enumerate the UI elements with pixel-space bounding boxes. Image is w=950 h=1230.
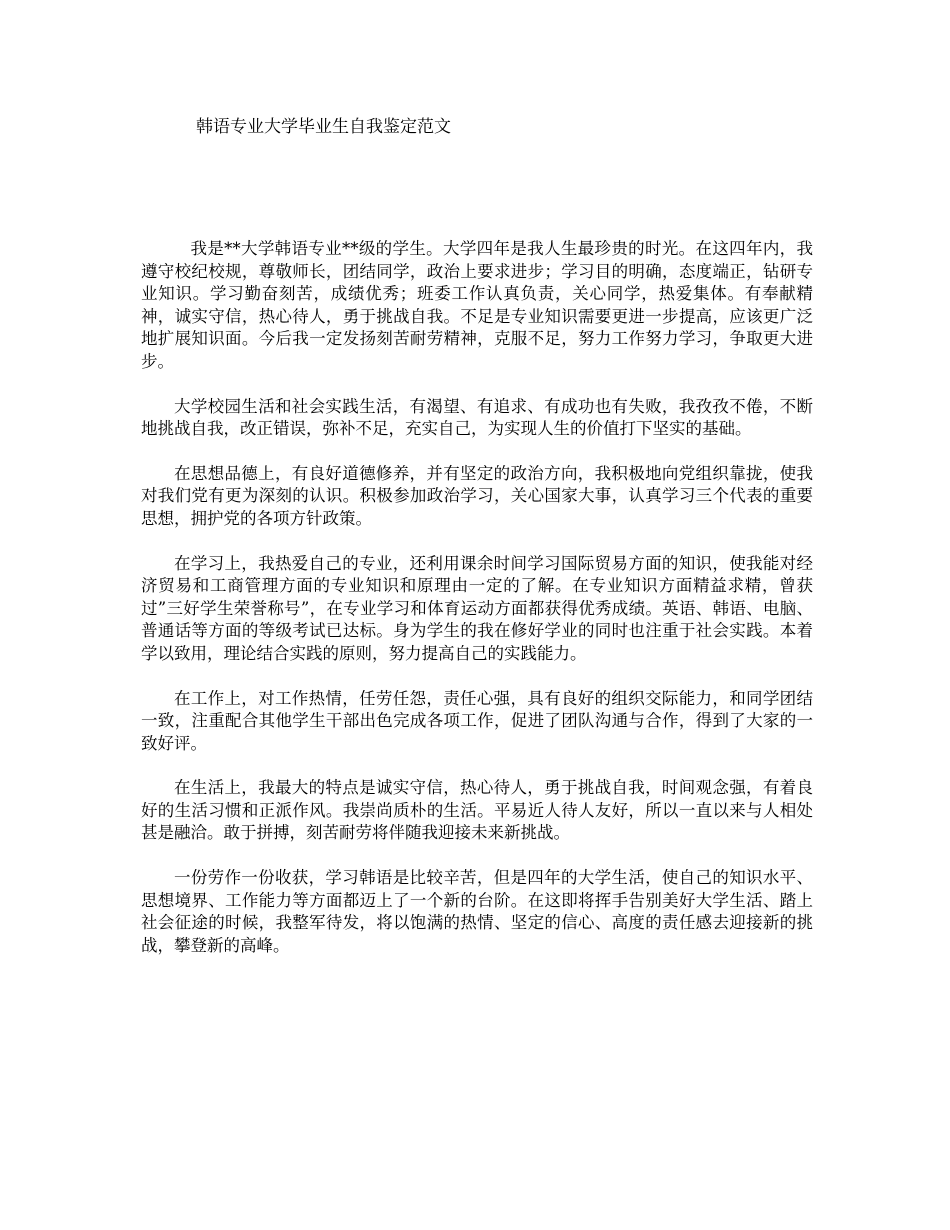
paragraph-daily-life: 在生活上，我最大的特点是诚实守信，热心待人，勇于挑战自我，时间观念强，有着良好的生活习惯和正派作风。我崇尚质朴的生活。平易近人待人友好，所以一直以来与人相处甚是融洽。敢于拼搏，刻苦耐劳将伴随我迎接未来新挑战。 [141, 778, 813, 843]
document-body [141, 238, 813, 979]
paragraph-ideology: 在思想品德上，有良好道德修养，并有坚定的政治方向，我积极地向党组织靠拢，使我对我们党有更为深刻的认识。积极参加政治学习，关心国家大事，认真学习三个代表的重要思想，拥护党的各项方针政策。 [141, 463, 813, 528]
paragraph-campus-life: 大学校园生活和社会实践生活，有渴望、有追求、有成功也有失败，我孜孜不倦，不断地挑战自我，改正错误，弥补不足，充实自己，为实现人生的价值打下坚实的基础。 [141, 396, 813, 439]
paragraph-introduction: 我是**大学韩语专业**级的学生。大学四年是我人生最珍贵的时光。在这四年内，我遵守校纪校规，尊敬师长，团结同学，政治上要求进步；学习目的明确，态度端正，钻研专业知识。学习勤奋刻苦，成绩优秀；班委工作认真负责，关心同学，热爱集体。有奉献精神，诚实守信，热心待人，勇于挑战自我。不足是专业知识需要更进一步提高，应该更广泛地扩展知识面。今后我一定发扬刻苦耐劳精神，克服不足，努力工作努力学习，争取更大进步。 [141, 239, 813, 371]
paragraph-work: 在工作上，对工作热情，任劳任怨，责任心强，具有良好的组织交际能力，和同学团结一致，注重配合其他学生干部出色完成各项工作，促进了团队沟通与合作，得到了大家的一致好评。 [141, 688, 813, 753]
paragraph-study: 在学习上，我热爱自己的专业，还利用课余时间学习国际贸易方面的知识，使我能对经济贸易和工商管理方面的专业知识和原理由一定的了解。在专业知识方面精益求精，曾获过”三好学生荣誉称号”，在专业学习和体育运动方面都获得优秀成绩。英语、韩语、电脑、普通话等方面的等级考试已达标。身为学生的我在修好学业的同时也注重于社会实践。本着学以致用，理论结合实践的原则，努力提高自己的实践能力。 [141, 553, 813, 663]
document-title: 韩语专业大学毕业生自我鉴定范文 [196, 117, 451, 137]
paragraph-conclusion: 一份劳作一份收获，学习韩语是比较辛苦，但是四年的大学生活，使自己的知识水平、思想境界、工作能力等方面都迈上了一个新的台阶。在这即将挥手告别美好大学生活、踏上社会征途的时候，我整军待发，将以饱满的热情、坚定的信心、高度的责任感去迎接新的挑战，攀登新的高峰。 [141, 868, 813, 955]
